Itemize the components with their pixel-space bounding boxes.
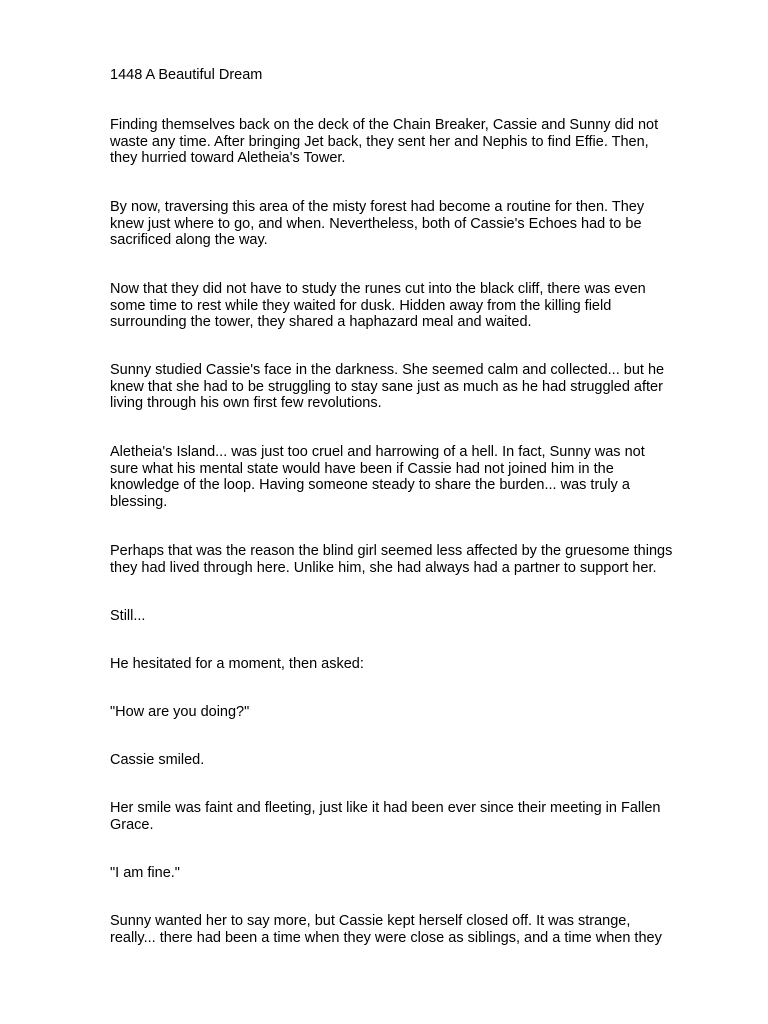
paragraph: [110, 913, 714, 946]
text-line: Finding themselves back on the deck of the Chain Breaker, Cassie and Sunny did not: [110, 117, 659, 133]
text-line: Perhaps that was the reason the blind girl seemed less affected by the gruesome things: [110, 543, 673, 559]
paragraph: [110, 656, 714, 673]
text-line: surrounding the tower, they shared a haphazard meal and waited.: [110, 314, 532, 331]
paragraph: [110, 199, 714, 249]
paragraph: [110, 117, 714, 167]
text-line: knowledge of the loop. Having someone steady to share the burden... was truly a: [110, 477, 630, 494]
chapter-title: 1448 A Beautiful Dream: [110, 67, 263, 83]
text-line: Aletheia's Island... was just too cruel and harrowing of a hell. In fact, Sunny was not: [110, 444, 645, 460]
text-line: Still...: [110, 608, 146, 624]
text-line: Now that they did not have to study the runes cut into the black cliff, there was even: [110, 281, 646, 297]
paragraph: [110, 444, 714, 510]
paragraph: [110, 543, 714, 576]
text-line: knew just where to go, and when. Nevertheless, both of Cassie's Echoes had to be: [110, 215, 642, 232]
paragraph: [110, 704, 714, 721]
paragraph: [110, 281, 714, 331]
text-line: they hurried toward Aletheia's Tower.: [110, 150, 346, 167]
text-line: Sunny studied Cassie's face in the darkness. She seemed calm and collected... but he: [110, 362, 665, 378]
text-line: Cassie smiled.: [110, 752, 205, 768]
text-line: "I am fine.": [110, 865, 180, 881]
text-line: sacrificed along the way.: [110, 232, 268, 249]
text-line: He hesitated for a moment, then asked:: [110, 656, 364, 672]
text-line: really... there had been a time when they were close as siblings, and a time when they: [110, 929, 662, 946]
text-line: waste any time. After bringing Jet back, they sent her and Nephis to find Effie. Then,: [110, 133, 649, 150]
paragraph: [110, 608, 714, 625]
text-line: they had lived through here. Unlike him, she had always had a partner to support her.: [110, 559, 657, 576]
paragraph: [110, 362, 714, 412]
text-line: blessing.: [110, 493, 168, 510]
text-line: living through his own first few revolutions.: [110, 395, 382, 412]
paragraph: [110, 752, 714, 769]
paragraph: [110, 800, 714, 833]
text-line: knew that she had to be struggling to stay sane just as much as he had struggled after: [110, 378, 663, 395]
text-line: "How are you doing?": [110, 704, 250, 720]
text-line: some time to rest while they waited for dusk. Hidden away from the killing field: [110, 297, 612, 314]
text-line: By now, traversing this area of the misty forest had become a routine for then. They: [110, 199, 645, 215]
text-line: sure what his mental state would have been if Cassie had not joined him in the: [110, 460, 614, 477]
text-line: Sunny wanted her to say more, but Cassie kept herself closed off. It was strange,: [110, 913, 631, 929]
paragraph: [110, 865, 714, 882]
text-line: Her smile was faint and fleeting, just like it had been ever since their meeting in Fallen: [110, 800, 661, 816]
text-line: Grace.: [110, 816, 154, 833]
